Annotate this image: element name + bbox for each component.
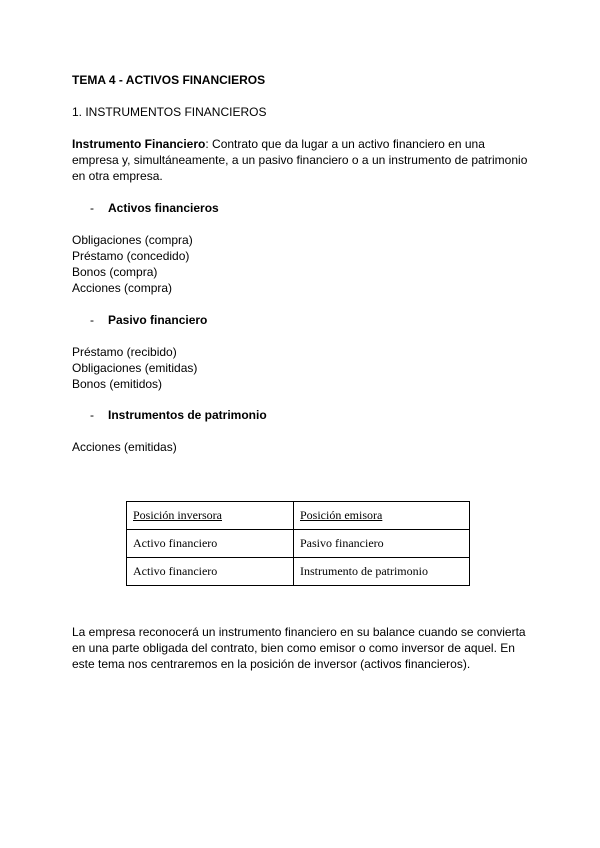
group-heading-pasivo: Pasivo financiero: [108, 313, 208, 327]
table-header-cell: [127, 502, 294, 530]
list-item: Préstamo (concedido): [72, 249, 190, 263]
table-cell: Activo financiero: [127, 558, 294, 586]
bullet-dash: -: [90, 408, 94, 422]
document-title: TEMA 4 - ACTIVOS FINANCIEROS: [72, 73, 266, 87]
table-cell: Instrumento de patrimonio: [294, 558, 470, 586]
definition-text: : Contrato que da lugar a un activo financiero en una empresa y, simultáneamente, a un pasivo financiero o a un instrumento de patrimonio en otra empresa.: [72, 137, 528, 183]
bullet-dash: -: [90, 201, 94, 215]
list-item: Bonos (compra): [72, 265, 158, 279]
definition-term: Instrumento Financiero: [72, 137, 206, 151]
list-item: Obligaciones (compra): [72, 233, 193, 247]
section-heading: 1. INSTRUMENTOS FINANCIEROS: [72, 105, 267, 119]
header-inversora: Posición inversora: [133, 508, 222, 522]
group-heading-activos: Activos financieros: [108, 201, 219, 215]
position-table: [126, 501, 470, 586]
definition-paragraph: [72, 136, 530, 184]
table-cell: Pasivo financiero: [294, 530, 470, 558]
list-item: Bonos (emitidos): [72, 377, 163, 391]
table-cell: Activo financiero: [127, 530, 294, 558]
header-emisora: Posición emisora: [300, 508, 383, 522]
group-list-patrimonio: [72, 439, 177, 455]
table-row: [127, 530, 470, 558]
list-item: Acciones (emitidas): [72, 440, 177, 454]
group-heading-patrimonio: Instrumentos de patrimonio: [108, 408, 267, 422]
closing-paragraph: La empresa reconocerá un instrumento financiero en su balance cuando se convierta en una parte obligada del contrato, bien como emisor o como inversor de aquel. En este tema nos centraremos en la posición de inversor (activos financieros).: [72, 625, 526, 671]
table-row: [127, 558, 470, 586]
bullet-dash: -: [90, 313, 94, 327]
list-item: Obligaciones (emitidas): [72, 361, 198, 375]
group-list-activos: [72, 232, 193, 296]
table-header-cell: [294, 502, 470, 530]
list-item: Préstamo (recibido): [72, 345, 177, 359]
group-list-pasivo: [72, 344, 197, 392]
list-item: Acciones (compra): [72, 281, 173, 295]
table-header-row: [127, 502, 470, 530]
